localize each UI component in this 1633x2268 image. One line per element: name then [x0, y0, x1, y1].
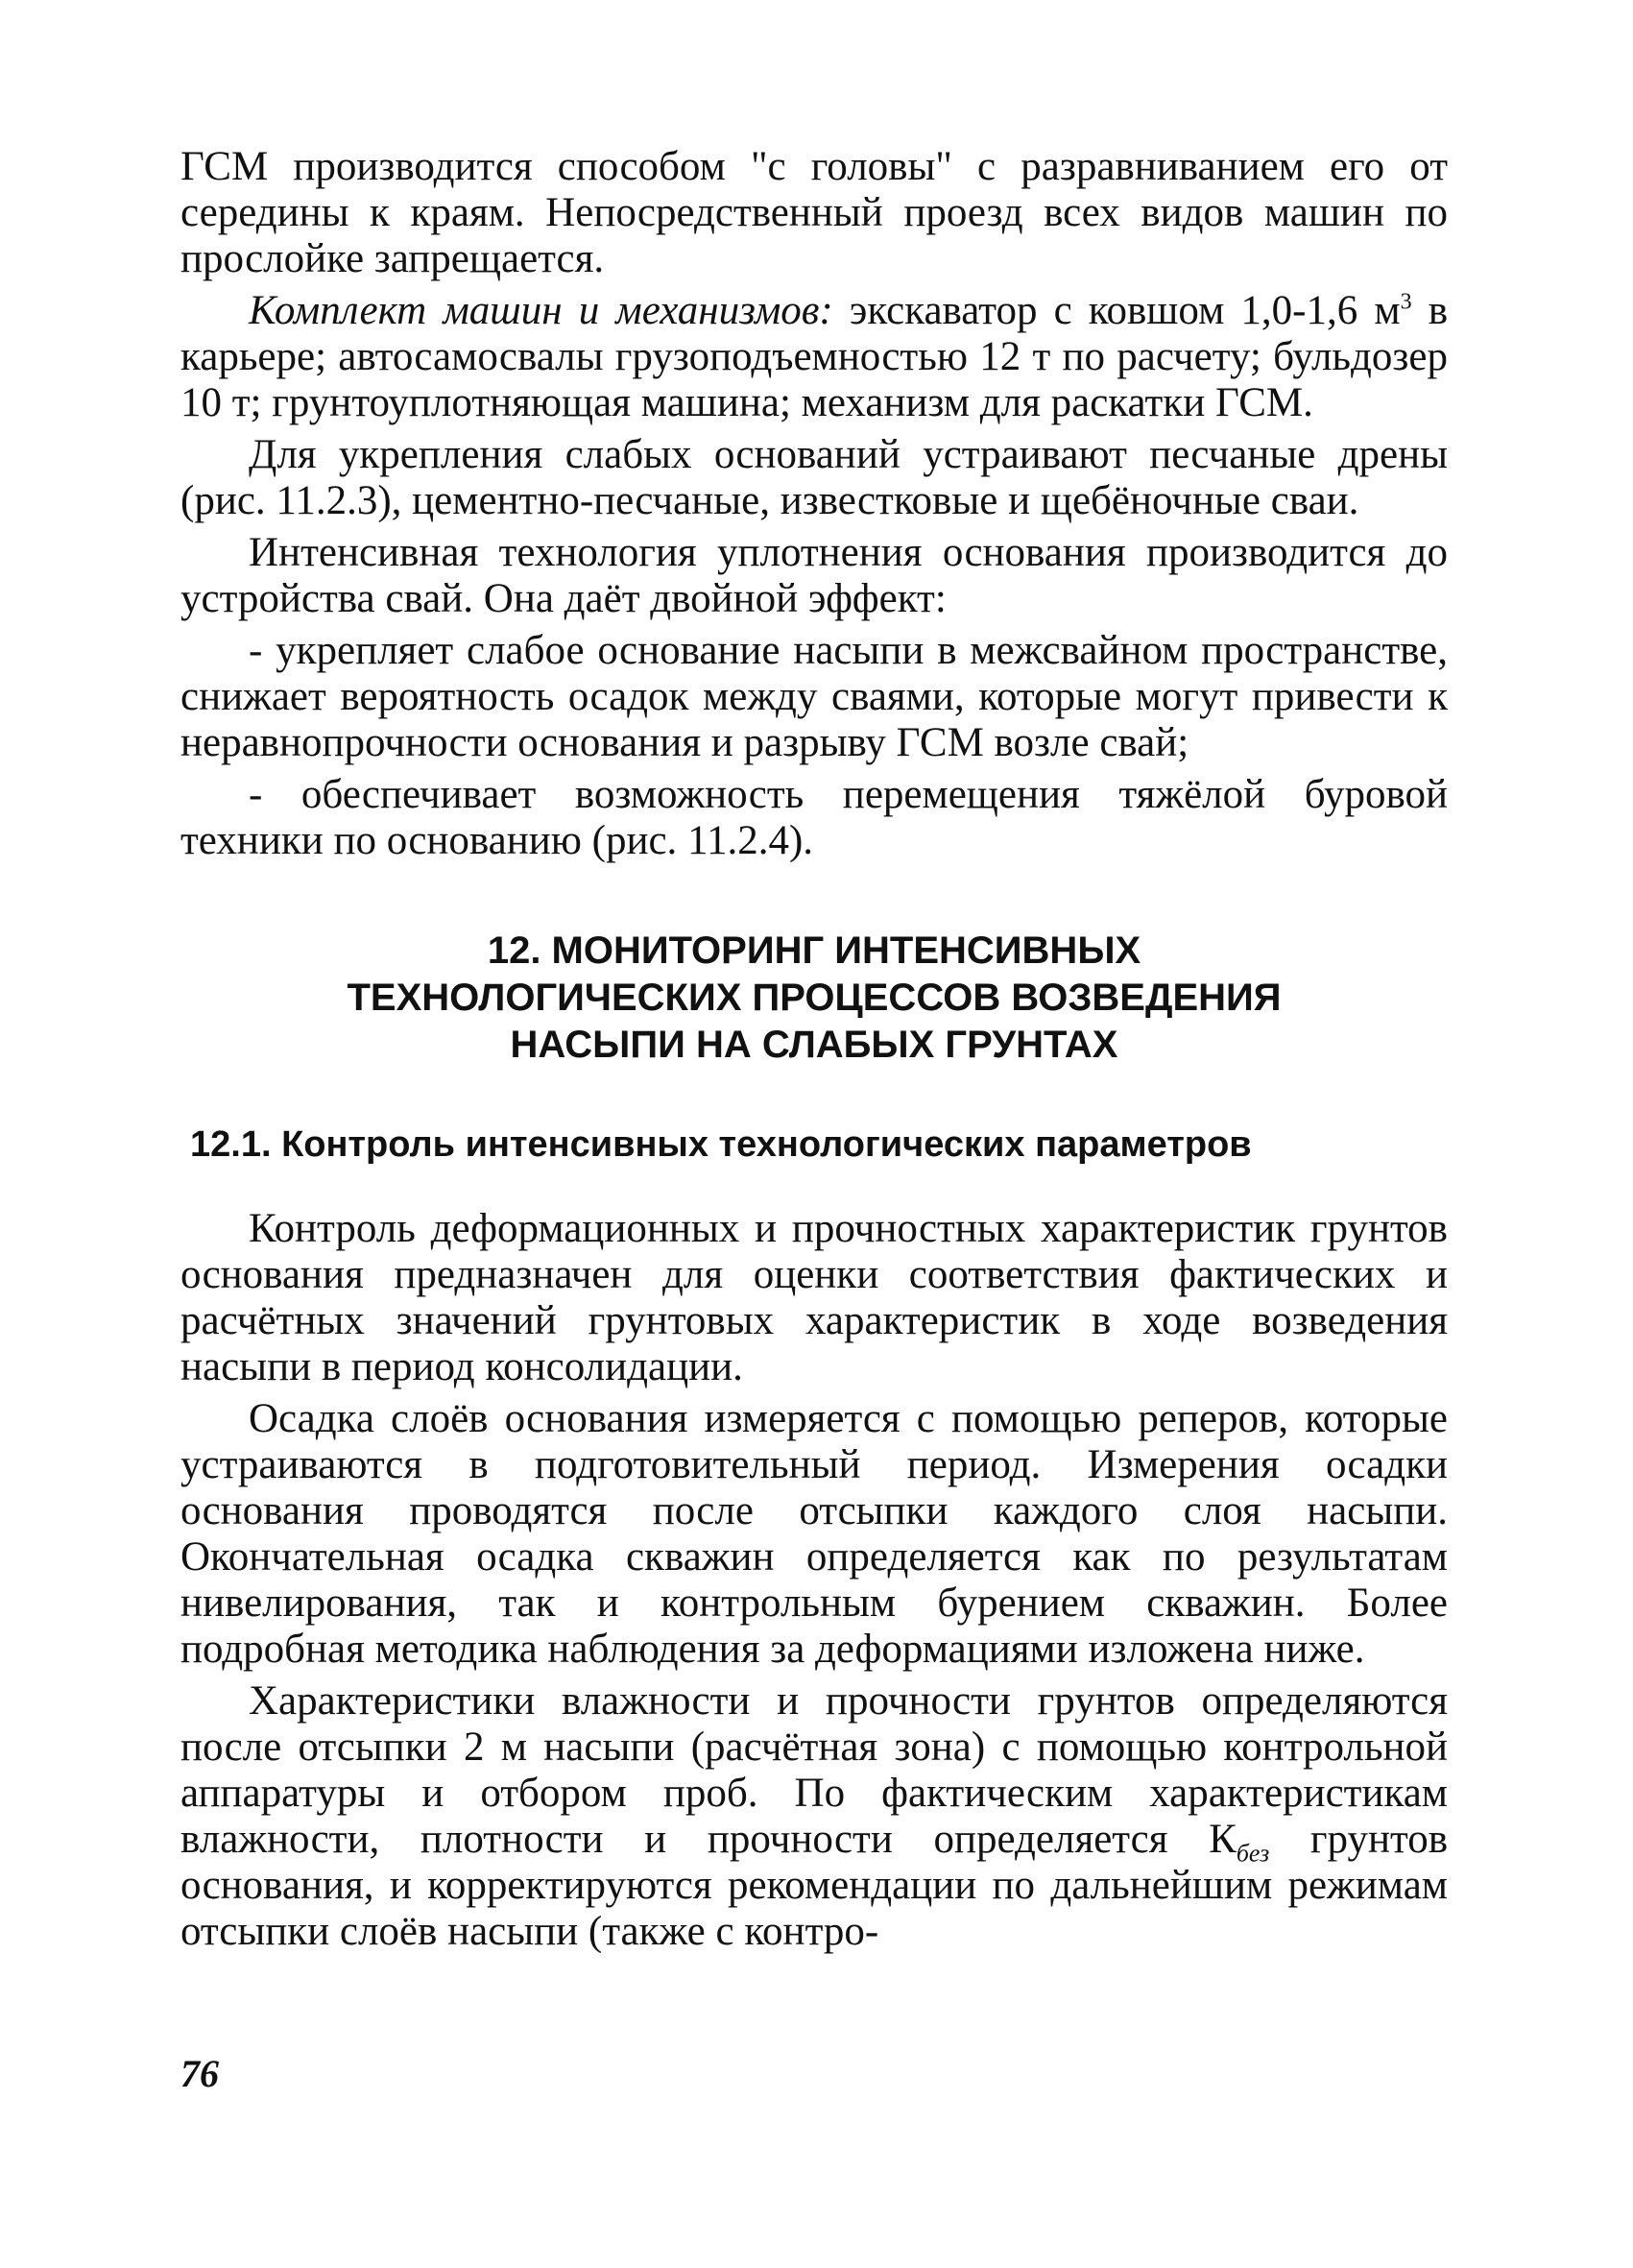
paragraph-moisture-strength [180, 1678, 1448, 1955]
paragraph-intensive-technology: Интенсивная технология уплотнения основания производится до устройства свай. Она даёт двойной эффект: [180, 530, 1448, 621]
paragraph-settlement: Осадка слоёв основания измеряется с помощью реперов, которые устраиваются в подготовительный период. Измерения осадки основания проводятся после отсыпки каждого слоя насыпи. Окончательная осадка скважин определяется как по результатам нивелирования, так и контрольным бурением скважин. Более подробная методика наблюдения за деформациями изложена ниже. [180, 1396, 1448, 1672]
section-heading-line-2: ТЕХНОЛОГИЧЕСКИХ ПРОЦЕССОВ ВОЗВЕДЕНИЯ [347, 977, 1282, 1019]
machines-set-label: Комплект машин и механизмов: [249, 288, 833, 333]
section-heading-line-1: 12. МОНИТОРИНГ ИНТЕНСИВНЫХ [487, 929, 1141, 972]
page-number: 76 [180, 2052, 219, 2095]
section-heading-line-3: НАСЫПИ НА СЛАБЫХ ГРУНТАХ [510, 1024, 1118, 1066]
paragraph-gsm-continuation: ГСМ производится способом "с головы" с разравниванием его от середины к краям. Непосредственный проезд всех видов машин по прослойке запрещается. [180, 144, 1448, 281]
paragraph-effect-two: - обеспечивает возможность перемещения тяжёлой буровой техники по основанию (рис. 11.2.4). [180, 772, 1448, 863]
paragraph-effect-one: - укрепляет слабое основание насыпи в межсвайном пространстве, снижает вероятность осадок между сваями, которые могут привести к неравнопрочности основания и разрыву ГСМ возле свай; [180, 628, 1448, 765]
paragraph-control-characteristics: Контроль деформационных и прочностных характеристик грунтов основания предназначен для оценки соответствия фактических и расчётных значений грунтовых характеристик в ходе возведения насыпи в период консолидации. [180, 1206, 1448, 1389]
page-content [180, 144, 1448, 1961]
k-subscript: без [1236, 1839, 1270, 1868]
moisture-text-b: грунтов основания, и корректируются рекомендации по дальнейшим режимам отсыпки слоёв насыпи (также с контро- [180, 1817, 1449, 1954]
machines-set-text-a: экскаватор с ковшом 1,0-1,6 м [832, 288, 1401, 333]
moisture-text-a: Характеристики влажности и прочности грунтов определяются после отсыпки 2 м насыпи (расчётная зона) с помощью контрольной аппаратуры и отбором проб. По фактическим характеристикам влажности, плотности и прочности определяется К [180, 1678, 1448, 1862]
paragraph-weak-bases: Для укрепления слабых оснований устраивают песчаные дрены (рис. 11.2.3), цементно-песчаные, известковые и щебёночные сваи. [180, 432, 1448, 523]
section-heading [180, 928, 1448, 1069]
cubic-superscript: 3 [1400, 289, 1412, 315]
paragraph-machines-set [180, 288, 1448, 426]
subsection-heading: 12.1. Контроль интенсивных технологических параметров [190, 1124, 1252, 1165]
machines-set-text-b: в карьере; автосамосвалы грузоподъемностью 12 т по расчету; бульдозер 10 т; грунтоуплотняющая машина; механизм для раскатки ГСМ. [180, 288, 1448, 425]
